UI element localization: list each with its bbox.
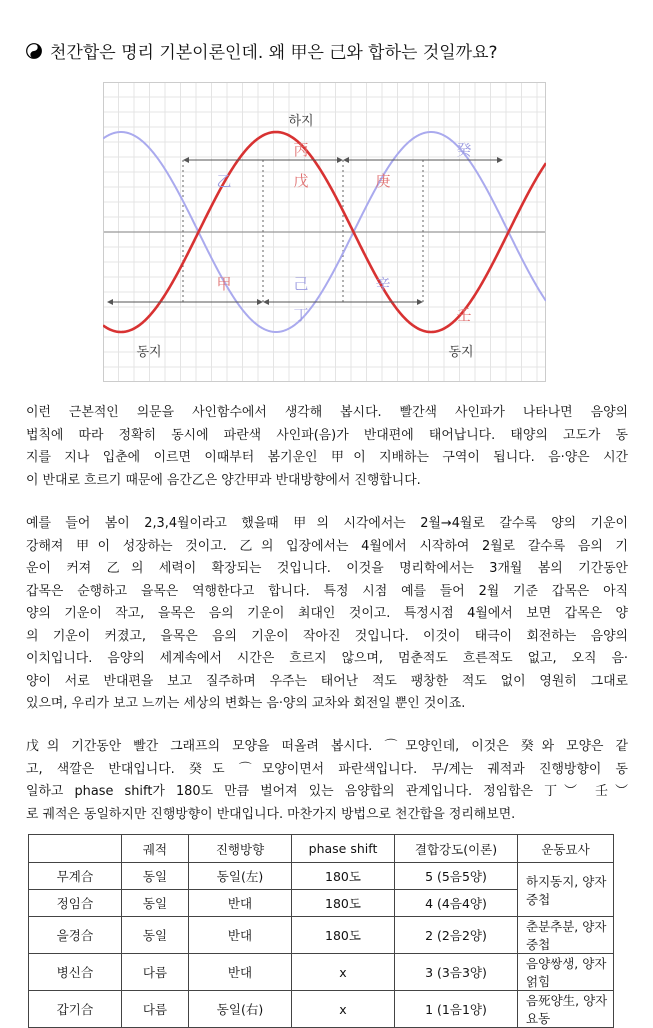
arrow-head-left [183, 157, 189, 163]
table-cell: 무계合 [29, 863, 122, 890]
label-winter-solstice-right: 동지 [448, 345, 474, 360]
table-cell: 4 (4음4양) [395, 890, 518, 917]
paragraph-1 [26, 402, 628, 492]
label-winter-solstice-left: 동지 [136, 345, 162, 360]
stem-label: 辛 [375, 275, 391, 293]
table-cell: 반대 [189, 954, 292, 991]
table-header-row [29, 835, 614, 863]
table-row [29, 954, 614, 991]
table-cell: 반대 [189, 890, 292, 917]
table-cell: 다름 [122, 991, 189, 1028]
table-cell: 갑기合 [29, 991, 122, 1028]
arrow-head-right [417, 299, 423, 305]
arrow-head-right [497, 157, 503, 163]
table-cell: x [292, 991, 395, 1028]
table-cell: 동일 [122, 890, 189, 917]
table-cell: 동일(右) [189, 991, 292, 1028]
yin-yang-icon [26, 43, 42, 59]
table-header [29, 835, 122, 863]
text-line: 일하고 phase shift가 180도 만큼 벌어져 있는 음양합의 관계입니다. 정임합은 丁︶ 壬︶ [26, 784, 628, 799]
table-cell: 정임合 [29, 890, 122, 917]
arrow-head-left [263, 299, 269, 305]
text-line: 戊의 기간동안 빨간 그래프의 모양을 떠올려 봅시다. ⌒모양인데, 이것은 癸와 모양은 같 [26, 739, 628, 754]
arrow-head-right [257, 299, 263, 305]
table-cell: 병신合 [29, 954, 122, 991]
page-title [26, 38, 498, 63]
table-cell: 동일 [122, 917, 189, 954]
text-line: 예를 들어 봄이 2,3,4월이라고 했을때 甲의 시각에서는 2월→4월로 갈수록 양의 기운이 [26, 516, 628, 531]
table-header: 운동묘사 [518, 835, 614, 863]
paragraph-3 [26, 736, 628, 826]
text-line: 이런 근본적인 의문을 사인함수에서 생각해 봅시다. 빨간색 사인파가 나타나면 음양의 [26, 405, 628, 420]
table-cell: 5 (5음5양) [395, 863, 518, 890]
text-line: 양이 서로 반대편을 보고 질주하며 우주는 태어난 적도 팽창한 적도 없이 영원히 그대로 [26, 673, 628, 689]
stem-label: 壬 [456, 306, 472, 324]
table-row [29, 917, 614, 954]
table-cell: 춘분추분, 양자중첩 [518, 917, 614, 954]
table-cell: 반대 [189, 917, 292, 954]
table-header: 결합강도(이론) [395, 835, 518, 863]
table-cell-merged: 하지동지, 양자중첩 [518, 863, 614, 917]
table-cell: 음死양生, 양자요동 [518, 991, 614, 1028]
text-line: 강해져 甲이 성장하는 것이고. 乙의 입장에서는 4월에서 시작하여 2월로 갈수록 음의 기 [26, 538, 628, 554]
table-cell: 음양쌍생, 양자얽힘 [518, 954, 614, 991]
arrow-head-left [343, 157, 349, 163]
stem-label: 癸 [456, 141, 472, 159]
stem-label: 丁 [293, 306, 309, 324]
table-cell: 180도 [292, 890, 395, 917]
table-cell: 동일 [122, 863, 189, 890]
stem-label: 乙 [216, 172, 232, 190]
table-cell: 180도 [292, 917, 395, 954]
text-line: 고, 색깔은 반대입니다. 癸도 ⌒모양이면서 파란색입니다. 무/계는 궤적과 진행방향이 동 [26, 761, 628, 777]
table-header: phase shift [292, 835, 395, 863]
text-line: 이 반대로 흐르기 때문에 음간乙은 양간甲과 반대방향에서 진행합니다. [26, 472, 421, 488]
table-cell: 을경合 [29, 917, 122, 954]
text-line: 갑목은 순행하고 을목은 역행한다고 합니다. 특정 시점 예를 들어 2월 기준 갑목은 아직 [26, 583, 628, 599]
stem-label: 戊 [293, 172, 309, 190]
table-row [29, 863, 614, 890]
table-cell: 동일(左) [189, 863, 292, 890]
table-cell: 3 (3음3양) [395, 954, 518, 991]
table-header: 궤적 [122, 835, 189, 863]
text-line: 양의 기운이 작고, 을목은 음의 기운이 최대인 것이고. 특정시점 4월에서 보면 갑목은 양 [26, 606, 628, 621]
table-cell: 1 (1음1양) [395, 991, 518, 1028]
text-line: 있으며, 우리가 보고 느끼는 세상의 변화는 음·양의 교차와 회전일 뿐인 것이죠. [26, 696, 466, 711]
table-cell: x [292, 954, 395, 991]
text-line: 법칙에 따라 정확히 동시에 파란색 사인파(음)가 반대편에 태어납니다. 태양의 고도가 동 [26, 427, 628, 443]
text-line: 이치입니다. 음양의 세계속에서 시간은 흐르지 않으며, 멈춘적도 흐른적도 없고, 오직 음· [26, 651, 628, 666]
table-header: 진행방향 [189, 835, 292, 863]
table-cell: 180도 [292, 863, 395, 890]
text-line: 운이 커져 乙의 세력이 확장되는 것입니다. 이것을 명리학에서는 3개월 봄의 기간동안 [26, 561, 628, 576]
stem-label: 庚 [375, 172, 391, 190]
paragraph-2 [26, 513, 628, 716]
stem-label: 甲 [216, 275, 232, 293]
title-text: 천간합은 명리 기본이론인데. 왜 甲은 己와 합하는 것일까요? [50, 43, 498, 63]
label-summer-solstice: 하지 [288, 114, 314, 129]
text-line: 의 기운이 커졌고, 을목은 음의 기운이 작아진 것입니다. 이것이 태극이 회전하는 음양의 [26, 628, 628, 644]
heavenly-stem-union-table [28, 834, 614, 1028]
arrow-head-right [337, 157, 343, 163]
table-cell: 2 (2음2양) [395, 917, 518, 954]
text-line: 로 궤적은 동일하지만 진행방향이 반대입니다. 마찬가지 방법으로 천간합을 정리해보면. [26, 806, 516, 822]
arrow-head-left [107, 299, 113, 305]
stem-label: 己 [293, 275, 309, 293]
stem-label: 丙 [293, 141, 309, 159]
table-cell: 다름 [122, 954, 189, 991]
text-line: 지를 지나 입춘에 이르면 이때부터 봄기운인 甲이 지배하는 구역이 됩니다. 음·양은 시간 [26, 450, 628, 465]
figure-grid [103, 82, 546, 382]
table-row [29, 991, 614, 1028]
sine-wave-figure [103, 82, 546, 382]
